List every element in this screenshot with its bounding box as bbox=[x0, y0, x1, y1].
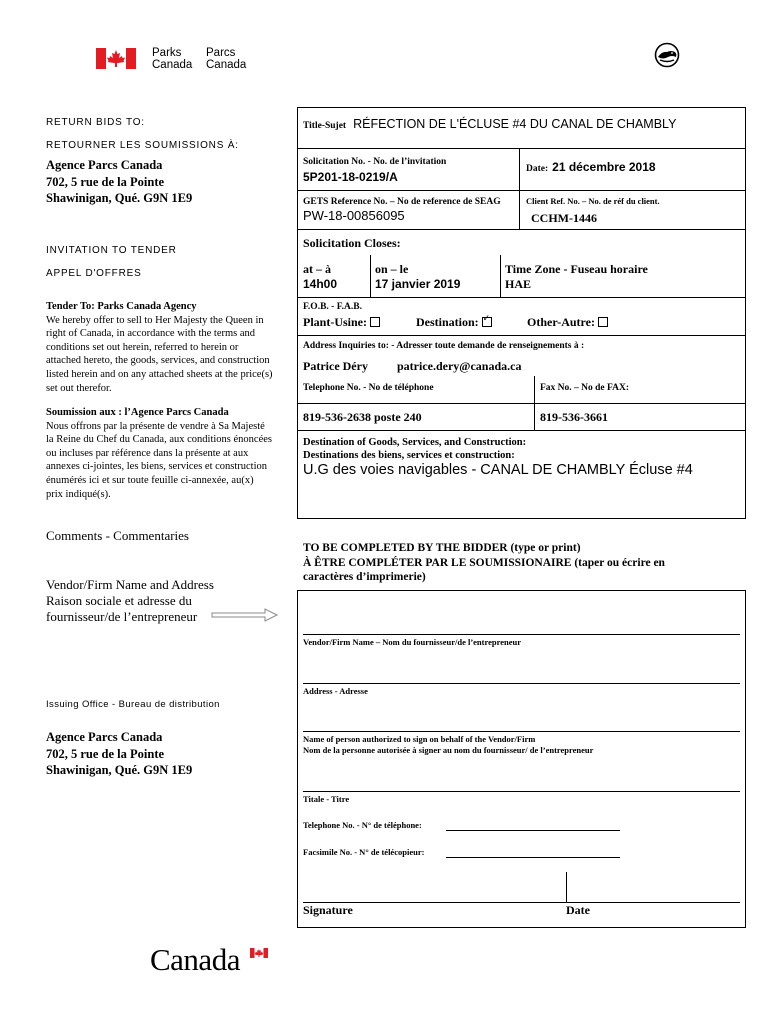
tender-to-line: right of Canada, in accordance with the terms and bbox=[46, 328, 256, 340]
title-label: Titale - Titre bbox=[303, 794, 350, 804]
solicitation-number-value: 5P201-18-0219/A bbox=[303, 170, 398, 184]
fob-label: F.O.B. - F.A.B. bbox=[303, 302, 362, 312]
solicitation-closes-label: Solicitation Closes: bbox=[303, 236, 401, 250]
destination-label: Destination: bbox=[416, 315, 479, 329]
date-signature-label: Date bbox=[566, 903, 590, 917]
parks-en-line2: Canada bbox=[152, 59, 193, 71]
closes-at-label: at – à bbox=[303, 262, 331, 276]
tender-to-line: attached hereto, the goods, services, and construction bbox=[46, 355, 270, 367]
tender-to-line: set out therefor. bbox=[46, 382, 112, 394]
title-value: RÉFECTION DE L'ÉCLUSE #4 DU CANAL DE CHAMBLY bbox=[353, 117, 677, 131]
destination-goods-value: U.G des voies navigables - CANAL DE CHAMBLY Écluse #4 bbox=[303, 462, 693, 478]
soumission-title: Soumission aux : l’Agence Parcs Canada bbox=[46, 407, 229, 418]
bidder-heading-line2: À ÊTRE COMPLÉTER PAR LE SOUMISSIONAIRE (taper ou écrire en bbox=[303, 556, 665, 569]
address-line[interactable] bbox=[303, 683, 740, 684]
telephone-field-label: Telephone No. - N° de téléphone: bbox=[303, 820, 422, 830]
address-inquiries-label: Address Inquiries to: - Adresser toute demande de renseignements à : bbox=[303, 341, 585, 351]
soumission-block bbox=[46, 406, 296, 501]
plant-usine-label: Plant-Usine: bbox=[303, 315, 367, 329]
title-field bbox=[303, 115, 676, 133]
signature-label: Signature bbox=[303, 903, 353, 917]
parks-canada-beaver-icon bbox=[654, 42, 680, 68]
soumission-line: annexes ci-jointes, les biens, services et construction bbox=[46, 461, 268, 473]
issuing-office-label: Issuing Office - Bureau de distribution bbox=[46, 699, 220, 710]
return-bids-label-fr: RETOURNER LES SOUMISSIONS À: bbox=[46, 140, 239, 151]
date-label: Date: bbox=[526, 164, 549, 174]
gets-reference-value: PW-18-00856095 bbox=[303, 208, 405, 223]
issuing-address-line1: Agence Parcs Canada bbox=[46, 730, 163, 744]
fax-label: Fax No. – No de FAX: bbox=[540, 383, 630, 393]
destination-goods-label-en: Destination of Goods, Services, and Construction: bbox=[303, 437, 527, 448]
tender-to-title: Tender To: Parks Canada Agency bbox=[46, 301, 197, 312]
tender-to-line: listed herein and on any attached sheets at the price(s) bbox=[46, 368, 273, 380]
invitation-label-en: INVITATION TO TENDER bbox=[46, 245, 177, 256]
closes-at-value: 14h00 bbox=[303, 277, 338, 291]
other-autre-label: Other-Autre: bbox=[527, 315, 595, 329]
time-zone-label: Time Zone - Fuseau horaire bbox=[505, 262, 648, 276]
return-address-line1: Agence Parcs Canada bbox=[46, 158, 163, 172]
bidder-heading bbox=[303, 541, 665, 585]
vendor-label-line2: Raison sociale et adresse du bbox=[46, 593, 192, 608]
tender-to-line: We hereby offer to sell to Her Majesty the Queen in bbox=[46, 314, 264, 326]
vendor-name-line[interactable] bbox=[303, 634, 740, 635]
issuing-address-line2: 702, 5 rue de la Pointe bbox=[46, 746, 165, 761]
authorized-person-line[interactable] bbox=[303, 731, 740, 732]
facsimile-field-label: Facsimile No. - N° de télécopieur: bbox=[303, 847, 425, 857]
vendor-label-line1: Vendor/Firm Name and Address bbox=[46, 577, 214, 592]
soumission-line: prix indiqué(s). bbox=[46, 488, 111, 500]
parks-fr-line2: Canada bbox=[206, 59, 247, 71]
facsimile-field-line[interactable] bbox=[446, 857, 620, 858]
soumission-line: la Reine du Chef du Canada, aux conditions énoncées bbox=[46, 434, 272, 446]
title-label: Title-Sujet bbox=[303, 121, 347, 131]
destination-goods-label-fr: Destinations des biens, services et construction: bbox=[303, 450, 515, 461]
time-zone-value: HAE bbox=[505, 277, 532, 291]
authorized-person-label-en: Name of person authorized to sign on behalf of the Vendor/Firm bbox=[303, 734, 536, 744]
canada-flag-icon bbox=[250, 948, 268, 958]
right-arrow-icon bbox=[211, 607, 279, 623]
parks-en-line1: Parks bbox=[152, 47, 182, 59]
plant-usine-checkbox[interactable] bbox=[370, 317, 380, 327]
telephone-field-line[interactable] bbox=[446, 830, 620, 831]
client-ref-value: CCHM-1446 bbox=[531, 211, 597, 225]
telephone-label: Telephone No. - No de téléphone bbox=[303, 383, 434, 393]
parks-canada-signature bbox=[96, 48, 256, 74]
date-field bbox=[526, 158, 656, 176]
contact-name: Patrice Déry bbox=[303, 359, 368, 373]
comments-label: Comments - Commentaries bbox=[46, 528, 189, 543]
destination-checkbox[interactable] bbox=[482, 317, 492, 327]
solicitation-number-label: Solicitation No. - No. de l’invitation bbox=[303, 157, 447, 167]
authorized-person-label bbox=[303, 734, 593, 756]
closes-on-value: 17 janvier 2019 bbox=[375, 277, 461, 291]
soumission-line: énumérés ici et sur toute feuille ci-annexée, au(x) bbox=[46, 474, 254, 486]
vendor-label bbox=[46, 577, 214, 625]
tender-to-line: conditions set out herein, referred to herein or bbox=[46, 341, 239, 353]
invitation-label-fr: APPEL D'OFFRES bbox=[46, 268, 142, 279]
vendor-label-line3: fournisseur/de l’entrepreneur bbox=[46, 609, 198, 624]
canada-wordmark-text: Canada bbox=[150, 942, 240, 977]
vendor-name-label: Vendor/Firm Name – Nom du fournisseur/de l’entrepreneur bbox=[303, 637, 521, 647]
return-address bbox=[46, 157, 192, 207]
soumission-line: Nous offrons par la présente de vendre à Sa Majesté bbox=[46, 420, 265, 432]
parks-fr-line1: Parcs bbox=[206, 47, 236, 59]
plant-usine-option bbox=[303, 315, 380, 330]
issuing-address bbox=[46, 729, 192, 779]
bidder-heading-line3: caractères d’imprimerie) bbox=[303, 571, 426, 583]
destination-option bbox=[416, 315, 492, 330]
other-autre-option bbox=[527, 315, 608, 330]
canada-flag-icon bbox=[96, 48, 136, 69]
return-bids-label-en: RETURN BIDS TO: bbox=[46, 117, 145, 128]
soumission-line: ou incluses par référence dans la présente at aux bbox=[46, 447, 249, 459]
telephone-value: 819-536-2638 poste 240 bbox=[303, 410, 422, 424]
tender-to-block bbox=[46, 300, 296, 395]
issuing-address-line3: Shawinigan, Qué. G9N 1E9 bbox=[46, 763, 193, 777]
return-address-line2: 702, 5 rue de la Pointe bbox=[46, 174, 165, 189]
fax-value: 819-536-3661 bbox=[540, 410, 608, 424]
date-value: 21 décembre 2018 bbox=[552, 160, 656, 174]
title-line[interactable] bbox=[303, 791, 740, 792]
return-address-line3: Shawinigan, Qué. G9N 1E9 bbox=[46, 191, 193, 205]
canada-wordmark bbox=[150, 944, 272, 980]
other-autre-checkbox[interactable] bbox=[598, 317, 608, 327]
contact-email[interactable]: patrice.dery@canada.ca bbox=[397, 359, 522, 373]
client-ref-label: Client Ref. No. – No. de réf du client. bbox=[526, 196, 660, 206]
signature-line[interactable] bbox=[303, 902, 740, 903]
destination-goods-label bbox=[303, 436, 526, 462]
gets-reference-label: GETS Reference No. – No de reference de SEAG bbox=[303, 197, 501, 207]
authorized-person-label-fr: Nom de la personne autorisée à signer au nom du fournisseur/ de l’entrepreneur bbox=[303, 745, 594, 755]
bidder-heading-line1: TO BE COMPLETED BY THE BIDDER (type or print) bbox=[303, 542, 581, 554]
closes-on-label: on – le bbox=[375, 262, 409, 276]
address-label: Address - Adresse bbox=[303, 686, 368, 696]
